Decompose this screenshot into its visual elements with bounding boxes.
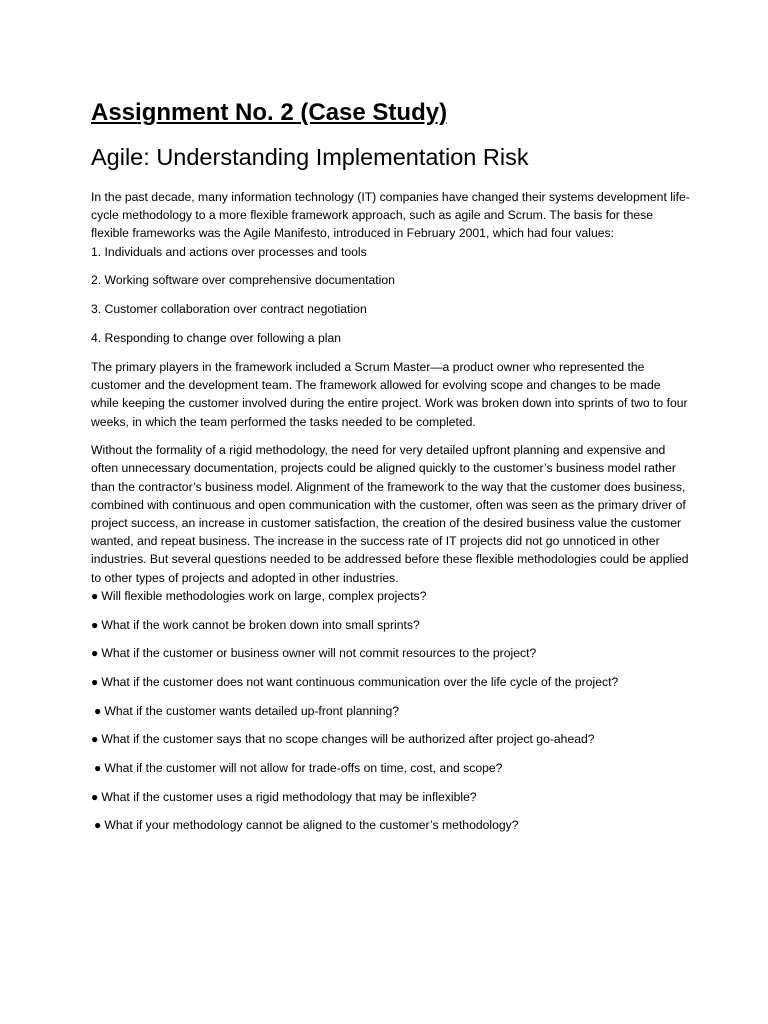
bullet-icon: ● xyxy=(91,789,99,804)
question-item xyxy=(91,587,691,605)
question-text: What if your methodology cannot be aligned to the customer’s methodology? xyxy=(104,818,519,833)
agile-value-item: 2. Working software over comprehensive documentation xyxy=(91,273,395,288)
question-item xyxy=(91,816,691,834)
bullet-icon: ● xyxy=(91,588,99,603)
intro-paragraph: In the past decade, many information technology (IT) companies have changed their systems development life-cycle methodology to a more flexible framework approach, such as agile and Scrum. The basis for these flexible frameworks was the Agile Manifesto, introduced in February 2001, which had four values: xyxy=(91,190,690,241)
question-text: What if the customer or business owner will not commit resources to the project? xyxy=(101,646,537,661)
question-item xyxy=(91,644,691,662)
agile-values-list xyxy=(91,243,691,347)
question-item xyxy=(91,673,691,691)
question-item xyxy=(91,702,691,720)
scrum-players-paragraph: The primary players in the framework included a Scrum Master—a product owner who represented the customer and the development team. The framework allowed for evolving scope and changes to be made while keeping the customer involved during the entire project. Work was broken down into sprints of two to four weeks, in which the team performed the tasks needed to be completed. xyxy=(91,359,688,429)
bullet-icon: ● xyxy=(91,617,99,632)
question-item xyxy=(91,616,691,634)
question-text: What if the customer wants detailed up-front planning? xyxy=(104,703,400,718)
question-item xyxy=(91,759,691,777)
rigid-methodology-paragraph: Without the formality of a rigid methodology, the need for very detailed upfront planning and expensive and often unnecessary documentation, projects could be aligned quickly to the customer’s business model rather than the contractor’s business model. Alignment of the framework to the way that the customer does business, combined with continuous and open communication with the customer, often was seen as the primary driver of project success, an increase in customer satisfaction, the creation of the desired business value the customer wanted, and repeat business. The increase in the success rate of IT projects did not go unnoticed in other industries. But several questions needed to be addressed before these flexible methodologies could be applied to other types of projects and adopted in other industries. xyxy=(91,443,689,585)
document-page xyxy=(91,96,691,845)
assignment-title: Assignment No. 2 (Case Study) xyxy=(91,99,448,126)
question-text: What if the customer does not want continuous communication over the life cycle of the project? xyxy=(101,674,619,689)
question-text: What if the customer says that no scope changes will be authorized after project go-ahead? xyxy=(101,732,595,747)
question-text: What if the customer will not allow for trade-offs on time, cost, and scope? xyxy=(104,761,503,776)
agile-value-item: 4. Responding to change over following a plan xyxy=(91,330,342,345)
question-text: Will flexible methodologies work on large, complex projects? xyxy=(101,588,427,603)
bullet-icon: ● xyxy=(91,732,99,747)
bullet-icon: ● xyxy=(94,761,102,776)
bullet-icon: ● xyxy=(94,703,102,718)
case-study-subtitle: Agile: Understanding Implementation Risk xyxy=(91,144,529,170)
bullet-icon: ● xyxy=(94,818,102,833)
question-item xyxy=(91,788,691,806)
questions-list xyxy=(91,587,691,835)
question-item xyxy=(91,730,691,748)
bullet-icon: ● xyxy=(91,674,99,689)
question-text: What if the work cannot be broken down into small sprints? xyxy=(101,617,420,632)
agile-value-item: 3. Customer collaboration over contract negotiation xyxy=(91,302,367,317)
agile-value-item: 1. Individuals and actions over processes and tools xyxy=(91,244,367,259)
bullet-icon: ● xyxy=(91,646,99,661)
question-text: What if the customer uses a rigid methodology that may be inflexible? xyxy=(101,789,477,804)
